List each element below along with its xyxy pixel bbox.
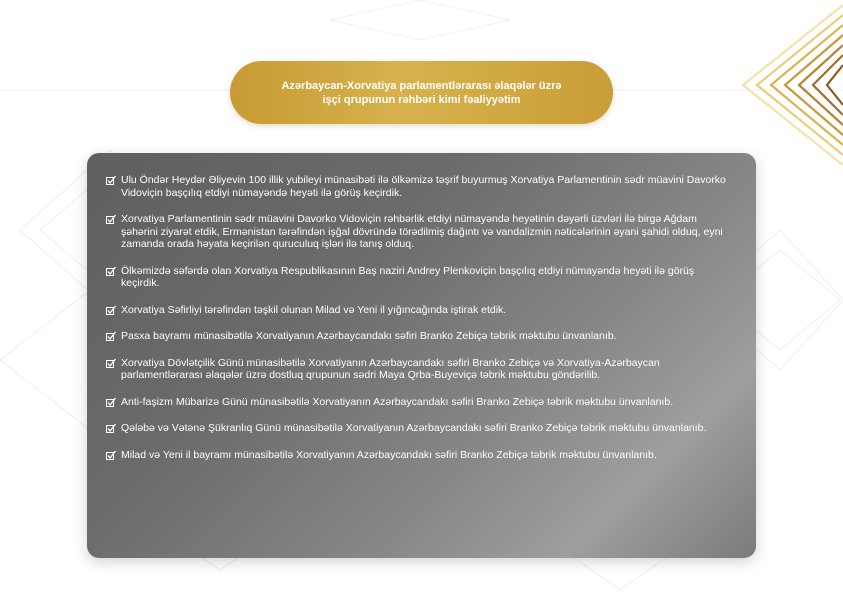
- check-box-icon: [105, 423, 121, 434]
- list-item-text: Ölkəmizdə səfərdə olan Xorvatiya Respublikasının Baş naziri Andrey Plenkoviçin başçılıq etdiyi nümayəndə heyəti ilə görüş keçirdik.: [121, 264, 695, 289]
- list-item-text: Anti-faşizm Mübarizə Günü münasibətilə Xorvatiyanın Azərbaycandakı səfiri Branko Zebiçə təbrik məktubu ünvanlanıb.: [121, 395, 674, 408]
- activities-list: [105, 174, 735, 461]
- check-box-icon: [105, 450, 121, 461]
- list-item: [105, 213, 735, 251]
- list-item: [105, 174, 735, 199]
- check-box-icon: [105, 331, 121, 342]
- check-box-icon: [105, 175, 121, 186]
- check-box-icon: [105, 358, 121, 369]
- list-item: [105, 357, 735, 382]
- list-item: [105, 449, 735, 462]
- list-item-text: Xorvatiya Parlamentinin sədr müavini Davorko Vidoviçin rəhbərlik etdiyi nümayəndə heyətinin dəyərli üzvləri ilə birgə Ağdam şəhərini ziyarət etdik, Ermənistan tərəfindən işğal dövründə törədilmiş dağıntı və vandalizmin nəticələrinin əyani şahidi olduq, eyni zamanda orada həyata keçirilən quruculuq işləri ilə tanış olduq.: [121, 213, 723, 250]
- section-title-banner: [230, 61, 613, 124]
- check-box-icon: [105, 397, 121, 408]
- activities-panel: [87, 153, 756, 558]
- list-item: [105, 304, 735, 317]
- list-item-text: Milad və Yeni il bayramı münasibətilə Xorvatiyanın Azərbaycandakı səfiri Branko Zebiçə təbrik məktubu ünvanlanıb.: [121, 448, 657, 461]
- list-item-text: Ulu Öndər Heydər Əliyevin 100 illik yubileyi münasibəti ilə ölkəmizə təşrif buyurmuş Xorvatiya Parlamentinin sədr müavini Davorko Vidoviçin başçılıq etdiyi nümayəndə heyəti ilə görüş keçirdik.: [121, 174, 726, 199]
- list-item-text: Pasxa bayramı münasibətilə Xorvatiyanın Azərbaycandakı səfiri Branko Zebiçə təbrik məktubu ünvanlanıb.: [121, 330, 617, 342]
- list-item-text: Xorvatiya Dövlətçilik Günü münasibətilə Xorvatiyanın Azərbaycandakı səfiri Branko Zebiçə və Xorvatiya-Azərbaycan parlamentlərarası əlaqələr üzrə dostluq qrupunun sədri Maya Qrba-Buyeviçə təbrik məktubu göndərilib.: [121, 356, 660, 381]
- check-box-icon: [105, 266, 121, 277]
- list-item: [105, 265, 735, 290]
- list-item: [105, 422, 735, 435]
- list-item-text: Xorvatiya Səfirliyi tərəfindən təşkil olunan Milad və Yeni il yığıncağında iştirak etdik.: [121, 303, 507, 316]
- section-title-line-1: Azərbaycan-Xorvatiya parlamentlərarası əlaqələr üzrə: [281, 79, 562, 92]
- list-item: [105, 330, 735, 343]
- check-box-icon: [105, 214, 121, 225]
- section-title-line-2: işçi qrupunun rəhbəri kimi fəaliyyətim: [322, 93, 521, 106]
- list-item: [105, 396, 735, 409]
- check-box-icon: [105, 305, 121, 316]
- list-item-text: Qələbə və Vətənə Şükranlıq Günü münasibətilə Xorvatiyanın Azərbaycandakı səfiri Branko Zebiçə təbrik məktubu ünvanlanıb.: [121, 422, 707, 434]
